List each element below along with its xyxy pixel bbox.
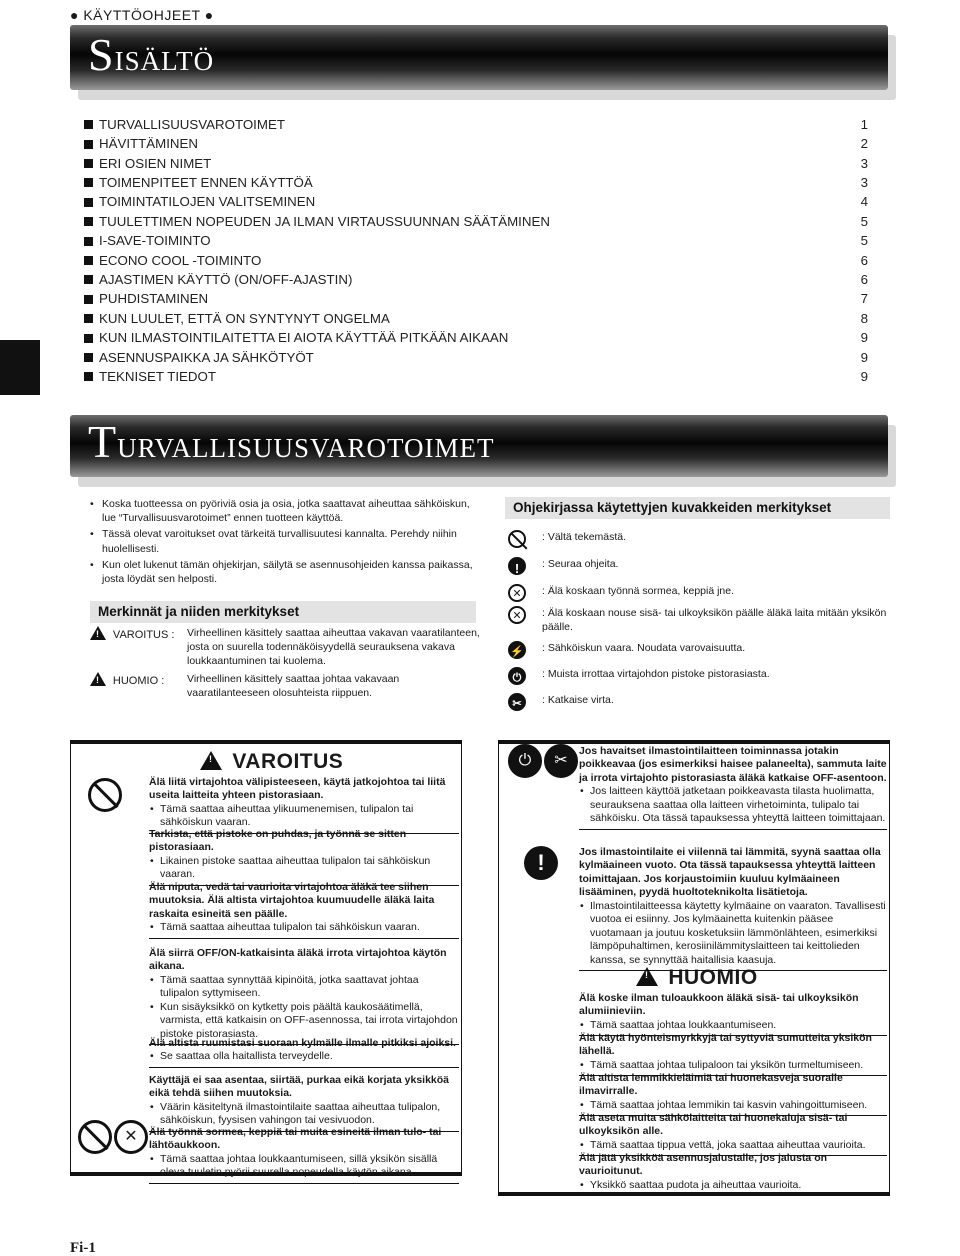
intro-bullet: • Koska tuotteessa on pyöriviä osia ja osia, jotka saattavat aiheuttaa sähköiskun, lue “Turvallisuusvarotoimet” ennen tuotteen käyttöä. [90, 497, 475, 525]
bullet-square-icon [84, 217, 93, 226]
prohibited-icon [508, 530, 526, 548]
intro-bullet: • Kun olet lukenut tämän ohjekirjan, säilytä se asennusohjeiden kanssa paikassa, josta löydät sen helposti. [90, 558, 475, 586]
instruction-heading: Jos havaitset ilmastointilaitteen toiminnassa jotakin poikkeavaa (jos esimerkiksi haisee palaneelta), sammuta laite ja irrota virtajohto pistorasiasta äläkä katkaise OFF-asentoon. [579, 745, 887, 784]
no-finger-icon [508, 584, 526, 602]
mandatory-icon: ! [524, 846, 558, 880]
toc-item-label: AJASTIMEN KÄYTTÖ (ON/OFF-AJASTIN) [99, 271, 353, 287]
toc-item-label: ASENNUSPAIKKA JA SÄHKÖTYÖT [99, 349, 314, 365]
mark-desc: Virheellinen käsittely saattaa aiheuttaa vakavan vaaratilanteen, josta on suurella todennäköisyydellä seurauksena vakava loukkaantuminen tai kuolema. [187, 627, 480, 668]
power-off-icon: ✂ [544, 744, 578, 778]
toc-item-label: TUULETTIMEN NOPEUDEN JA ILMAN VIRTAUSSUUNNAN SÄÄTÄMINEN [99, 213, 550, 229]
toc-item-label: ECONO COOL -TOIMINTO [99, 252, 262, 268]
bullet-square-icon [84, 140, 93, 149]
instruction-bullet: • Likainen pistoke saattaa aiheuttaa tulipalon tai sähköiskun vaaran. [149, 855, 459, 882]
instruction-block [149, 947, 459, 1045]
instruction-heading: Älä työnnä sormea, keppiä tai muita esineitä ilman tulo- tai lähtöaukkoon. [149, 1126, 442, 1152]
instruction-bullet: • Jos laitteen käyttöä jatketaan poikkeavasta tilasta huolimatta, seurauksena saattaa olla laitteen virhetoiminta, tulipalo tai sähköisku. Ota tässä tapauksessa yhteyttä laitteen toimittajaan. [579, 785, 887, 825]
legend-text: : Muista irrottaa virtajohdon pistoke pistorasiasta. [542, 668, 770, 680]
instruction-block [579, 1152, 887, 1196]
instruction-block [579, 992, 887, 1036]
instruction-heading: Älä altista lemmikkieläimiä tai huonekasveja suoralle ilmavirralle. [579, 1072, 843, 1098]
legend-heading: Ohjekirjassa käytettyjen kuvakkeiden merkitykset [505, 497, 890, 519]
toc-item [84, 328, 868, 347]
toc-item-label: PUHDISTAMINEN [99, 291, 209, 307]
mark-term: VAROITUS : [112, 629, 175, 641]
bullet-square-icon [84, 372, 93, 381]
bullet-square-icon [84, 256, 93, 265]
mark-caution-row [90, 672, 480, 700]
prohibited-icon [78, 1120, 112, 1154]
bullet-square-icon [84, 120, 93, 129]
instruction-bullet: • Tämä saattaa tippua vettä, joka saattaa aiheuttaa vaurioita. [579, 1139, 887, 1152]
bullet-square-icon [84, 275, 93, 284]
legend-text: : Vältä tekemästä. [542, 531, 627, 543]
legend-row [508, 606, 898, 634]
instruction-block [149, 881, 459, 939]
toc-item-page: 7 [860, 291, 868, 307]
bullet-square-icon [84, 178, 93, 187]
instruction-block [579, 1032, 887, 1076]
legend-row [508, 693, 898, 715]
instruction-bullet: • Yksikkö saattaa pudota ja aiheuttaa vaurioita. [579, 1179, 887, 1192]
bullet-square-icon [84, 314, 93, 323]
contents-title-rest: ISÄLTÖ [114, 45, 215, 76]
mark-warning-row [90, 626, 480, 668]
unplug-icon: ⏻ [508, 744, 542, 778]
toc-item-page: 3 [860, 155, 868, 171]
instruction-block [149, 1126, 459, 1184]
instruction-bullet: • Se saattaa olla haitallista terveydelle. [149, 1050, 459, 1063]
legend-row [508, 530, 898, 552]
toc-item-page: 6 [860, 252, 868, 268]
contents-title-initial: S [88, 28, 115, 80]
toc-item-label: KUN ILMASTOINTILAITETTA EI AIOTA KÄYTTÄÄ PITKÄÄN AIKAAN [99, 330, 509, 346]
mandatory-icon [508, 557, 526, 575]
instruction-heading: Käyttäjä ei saa asentaa, siirtää, purkaa eikä korjata yksikköä eikä tehdä siihen muutoksia. [149, 1074, 450, 1100]
unplug-icon [508, 667, 526, 685]
toc-item-page: 9 [860, 349, 868, 365]
instruction-heading: Älä jätä yksikköä asennusjalustalle, jos jalusta on vaurioitunut. [579, 1152, 828, 1178]
toc-item-page: 9 [860, 368, 868, 384]
warning-triangle-icon [200, 751, 222, 770]
instruction-heading: Tarkista, että pistoke on puhdas, ja työnnä se sitten pistorasiaan. [149, 828, 407, 854]
instruction-heading: Älä siirrä OFF/ON-katkaisinta äläkä irrota virtajohtoa käytön aikana. [149, 947, 447, 973]
legend-text: : Älä koskaan työnnä sormea, keppiä jne. [542, 585, 735, 597]
instruction-block [579, 1112, 887, 1156]
legend-text: : Sähköiskun vaara. Noudata varovaisuutta. [542, 642, 746, 654]
toc-item-label: ERI OSIEN NIMET [99, 155, 212, 171]
instruction-heading: Älä koske ilman tuloaukkoon äläkä sisä- tai ulkoyksikön alumiinieviin. [579, 992, 859, 1018]
toc-item [84, 115, 868, 134]
instruction-block [149, 828, 459, 886]
toc-item-label: TOIMINTATILOJEN VALITSEMINEN [99, 194, 316, 210]
toc-item [84, 251, 868, 270]
instruction-bullet: • Tämä saattaa johtaa tulipaloon tai yksikön turmeltumiseen. [579, 1059, 887, 1072]
electric-shock-icon [508, 641, 526, 659]
safety-title-initial: T [88, 415, 118, 467]
warning-triangle-icon [90, 626, 106, 640]
toc-item-page: 1 [860, 116, 868, 132]
toc-item-page: 9 [860, 330, 868, 346]
legend-row [508, 667, 898, 689]
toc-item-label: I-SAVE-TOIMINTO [99, 233, 211, 249]
bullet-square-icon [84, 237, 93, 246]
toc-item [84, 154, 868, 173]
toc-item-label: TEKNISET TIEDOT [99, 368, 216, 384]
safety-title-bar [70, 415, 888, 477]
toc-item-page: 8 [860, 310, 868, 326]
toc-item [84, 270, 868, 289]
prohibited-icon [88, 778, 122, 812]
toc-item [84, 173, 868, 192]
manual-header-label: ● KÄYTTÖOHJEET ● [70, 7, 214, 23]
toc-item [84, 367, 868, 386]
toc-item-page: 5 [860, 213, 868, 229]
power-off-icon [508, 693, 526, 711]
toc-item-page: 2 [860, 136, 868, 152]
safety-title-rest: URVALLISUUSVAROTOIMET [117, 432, 495, 463]
toc-item [84, 348, 868, 367]
bullet-square-icon [84, 198, 93, 207]
instruction-bullet: • Tämä saattaa synnyttää kipinöitä, jotka saattavat johtaa tulipalon syttymiseen. [149, 974, 459, 1001]
toc-item-page: 5 [860, 233, 868, 249]
instruction-block [579, 745, 887, 830]
warning-triangle-icon [90, 672, 106, 686]
instruction-block [579, 846, 887, 971]
page-number: Fi-1 [70, 1240, 96, 1256]
warning-box-heading [200, 748, 343, 776]
caution-heading-text: HUOMIO [668, 966, 758, 989]
no-climb-icon [508, 606, 526, 624]
instruction-bullet: • Ilmastointilaitteessa käytetty kylmäaine on vaaraton. Tavallisesti vuotoa ei esiinny. Jos kylmäainetta kuitenkin pääsee vuotamaan ja joutuu kosketuksiin lämmönlähteen, esimerkiksi lämpöpuhaltimen, kerosiinilämmityslaitteen tai keittolieden kanssa, se synnyttää haitallisia kaasuja. [579, 900, 887, 967]
instruction-bullet: • Kun sisäyksikkö on kytketty pois päältä kaukosäätimellä, varmista, että katkaisin on OFF-asennossa, tai irrota virtajohdon pistoke pistorasiasta. [149, 1001, 459, 1041]
instruction-bullet: • Tämä saattaa aiheuttaa ylikuumenemisen, tulipalon tai sähköiskun vaaran. [149, 803, 459, 830]
toc-item [84, 134, 868, 153]
bullet-square-icon [84, 353, 93, 362]
instruction-heading: Älä niputa, vedä tai vaurioita virtajohtoa äläkä tee siihen muutoksia. Älä altista virtajohtoa kuumuudelle äläkä laita raskaita esineitä sen päälle. [149, 881, 435, 920]
bullet-square-icon [84, 334, 93, 343]
legend-text: : Älä koskaan nouse sisä- tai ulkoyksikön päälle äläkä laita mitään yksikön päälle. [542, 607, 887, 634]
toc-item-label: HÄVITTÄMINEN [99, 136, 198, 152]
instruction-bullet: • Tämä saattaa johtaa lemmikin tai kasvin vahingoittumiseen. [579, 1099, 887, 1112]
legend-row [508, 641, 898, 663]
instruction-heading: Älä altista ruumistasi suoraan kylmälle ilmalle pitkiksi ajoiksi. [149, 1037, 456, 1049]
instruction-bullet: • Väärin käsiteltynä ilmastointilaite saattaa aiheuttaa tulipalon, sähköiskun, fyysisen vahingon tai vesivuodon. [149, 1101, 459, 1128]
bullet-square-icon [84, 159, 93, 168]
toc-item [84, 290, 868, 309]
instruction-heading: Älä käytä hyönteismyrkkyjä tai syttyviä sumutteita yksikön lähellä. [579, 1032, 872, 1058]
legend-text: : Katkaise virta. [542, 694, 614, 706]
mark-desc: Virheellinen käsittely saattaa johtaa vakavaan vaaratilanteeseen olosuhteista riippuen. [187, 673, 400, 700]
marks-heading: Merkinnät ja niiden merkitykset [90, 601, 476, 623]
instruction-block [149, 776, 459, 834]
instruction-heading: Jos ilmastointilaite ei viilennä tai lämmitä, syynä saattaa olla kylmäaineen vuoto. Ota tässä tapauksessa yhteyttä laitteen toimittajaan. Jos korjaustoimiin kuuluu kylmäaineen lisääminen, pyydä huoltoteknikolta lisätietoja. [579, 846, 881, 899]
legend-row [508, 557, 898, 579]
safety-intro-list [90, 497, 475, 588]
toc-item-label: TURVALLISUUSVAROTOIMET [99, 116, 285, 132]
mark-term: HUOMIO : [112, 675, 165, 687]
toc-item-page: 4 [860, 194, 868, 210]
instruction-block [579, 1072, 887, 1116]
toc-item [84, 212, 868, 231]
toc-item-label: TOIMENPITEET ENNEN KÄYTTÖÄ [99, 174, 313, 190]
toc-item-label: KUN LUULET, ETTÄ ON SYNTYNYT ONGELMA [99, 310, 390, 326]
instruction-heading: Älä aseta muita sähkölaitteita tai huonekaluja sisä- tai ulkoyksikön alle. [579, 1112, 848, 1138]
instruction-block [149, 1074, 459, 1132]
toc-item [84, 231, 868, 250]
toc-item-page: 3 [860, 174, 868, 190]
instruction-bullet: • Tämä saattaa johtaa loukkaantumiseen. [579, 1019, 887, 1032]
section-tab-marker [0, 340, 40, 395]
no-finger-icon: ✕ [114, 1120, 148, 1154]
instruction-bullet: • Tämä saattaa aiheuttaa tulipalon tai sähköiskun vaaran. [149, 921, 459, 934]
toc-item [84, 309, 868, 328]
warning-heading-text: VAROITUS [232, 750, 344, 773]
toc-item-page: 6 [860, 271, 868, 287]
instruction-bullet: • Tämä saattaa johtaa loukkaantumiseen, sillä yksikön sisällä oleva tuuletin pyörii suurella nopeudella käytön aikana. [149, 1153, 459, 1180]
contents-title-bar [70, 25, 888, 90]
instruction-heading: Älä liitä virtajohtoa välipisteeseen, käytä jatkojohtoa tai liitä useita laitteita yhteen pistorasiaan. [149, 776, 446, 802]
bullet-square-icon [84, 295, 93, 304]
instruction-block [149, 1037, 459, 1068]
toc-item [84, 193, 868, 212]
intro-bullet: • Tässä olevat varoitukset ovat tärkeitä turvallisuutesi kannalta. Perehdy niihin huolellisesti. [90, 527, 475, 555]
legend-row [508, 584, 898, 606]
legend-text: : Seuraa ohjeita. [542, 558, 619, 570]
